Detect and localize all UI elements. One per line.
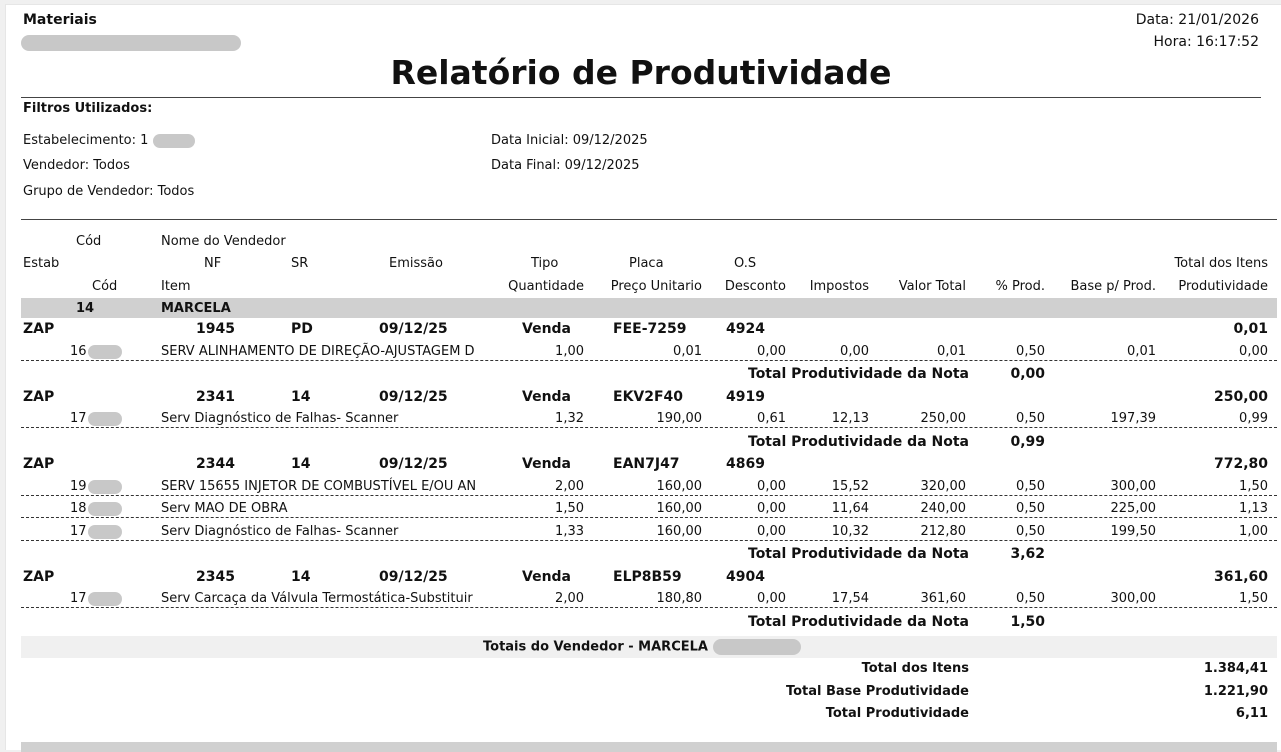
col-valor-total: Valor Total (898, 279, 966, 294)
item-impostos: 12,13 (829, 411, 869, 426)
col-base-prod: Base p/ Prod. (1070, 279, 1156, 294)
item-base-prod: 0,01 (1124, 344, 1156, 359)
item-base-prod: 300,00 (1108, 591, 1157, 606)
item-quantidade: 2,00 (552, 479, 584, 494)
item-valor-total: 250,00 (918, 411, 967, 426)
item-pct-prod: 0,50 (1013, 524, 1045, 539)
col-emissao: Emissão (389, 256, 443, 271)
note-nf: 2341 (196, 389, 235, 405)
note-estab: ZAP (23, 456, 55, 472)
total-itens-value: 1.384,41 (1203, 661, 1268, 676)
filter-data-final: Data Final: 09/12/2025 (491, 158, 640, 173)
item-pct-prod: 0,50 (1013, 479, 1045, 494)
filter-grupo: Grupo de Vendedor: Todos (23, 184, 195, 199)
item-description: Serv Diagnóstico de Falhas- Scanner (161, 524, 401, 539)
note-total-itens: 250,00 (1213, 389, 1268, 405)
item-code-text: 17 (70, 411, 87, 426)
col-impostos: Impostos (809, 279, 869, 294)
item-preco: 190,00 (654, 411, 703, 426)
note-tipo: Venda (522, 389, 571, 405)
col-estab: Estab (23, 256, 60, 271)
note-total-label: Total Produtividade da Nota (748, 434, 969, 450)
item-code (70, 524, 124, 539)
seller-name: MARCELA (161, 301, 231, 316)
col-os: O.S (734, 256, 757, 271)
company-name: Materiais (23, 12, 97, 28)
note-placa: ELP8B59 (613, 569, 682, 585)
seller-code: 14 (76, 301, 95, 316)
report-time: Hora: 16:17:52 (1153, 34, 1259, 50)
filter-estab: Estabelecimento: 1 (23, 133, 195, 148)
seller-totals-label: Totais do Vendedor - MARCELA (483, 639, 801, 655)
total-base-label: Total Base Produtividade (785, 684, 969, 699)
item-desconto: 0,00 (754, 479, 786, 494)
col-produtividade: Produtividade (1178, 279, 1268, 294)
redacted-item-code (88, 345, 122, 359)
note-total-label: Total Produtividade da Nota (748, 546, 969, 562)
col-item: Item (161, 279, 191, 294)
col-total-itens: Total dos Itens (1174, 256, 1268, 271)
item-code (70, 591, 124, 606)
item-preco: 160,00 (654, 524, 703, 539)
col-quantidade: Quantidade (508, 279, 584, 294)
note-tipo: Venda (522, 569, 571, 585)
redacted-seller-surname (713, 639, 801, 655)
item-produtividade: 0,00 (1236, 344, 1268, 359)
item-impostos: 15,52 (829, 479, 869, 494)
note-total-itens: 772,80 (1213, 456, 1268, 472)
note-os: 4919 (726, 389, 765, 405)
item-code-text: 17 (70, 591, 87, 606)
note-tipo: Venda (522, 456, 571, 472)
note-estab: ZAP (23, 321, 55, 337)
col-pct-prod: % Prod. (995, 279, 1045, 294)
item-quantidade: 1,33 (552, 524, 584, 539)
item-base-prod: 197,39 (1108, 411, 1157, 426)
note-nf: 1945 (196, 321, 235, 337)
note-nf: 2344 (196, 456, 235, 472)
dotted-leader (21, 427, 1277, 428)
redacted-address (21, 35, 241, 51)
redacted-item-code (88, 480, 122, 494)
item-desconto: 0,00 (754, 344, 786, 359)
item-impostos: 17,54 (829, 591, 869, 606)
col-sr: SR (291, 256, 309, 271)
redacted-item-code (88, 525, 122, 539)
filter-vendedor: Vendedor: Todos (23, 158, 130, 173)
note-os: 4869 (726, 456, 765, 472)
col-tipo: Tipo (531, 256, 559, 271)
item-produtividade: 1,13 (1236, 501, 1268, 516)
note-total-label: Total Produtividade da Nota (748, 614, 969, 630)
item-impostos: 10,32 (829, 524, 869, 539)
total-itens-label: Total dos Itens (861, 661, 969, 676)
col-cod-item: Cód (92, 279, 118, 294)
note-placa: EKV2F40 (613, 389, 684, 405)
dotted-leader (21, 517, 1277, 518)
col-nf: NF (204, 256, 222, 271)
dotted-leader (21, 540, 1277, 541)
item-code (70, 344, 124, 359)
item-description: Serv Diagnóstico de Falhas- Scanner (161, 411, 401, 426)
note-emissao: 09/12/25 (379, 456, 448, 472)
note-total-prod: 3,62 (1010, 546, 1045, 562)
note-sr: 14 (291, 569, 311, 585)
item-quantidade: 2,00 (552, 591, 584, 606)
item-preco: 180,80 (654, 591, 703, 606)
item-desconto: 0,61 (754, 411, 786, 426)
redacted-estab-name (153, 134, 195, 148)
redacted-item-code (88, 412, 122, 426)
item-description: Serv Carcaça da Válvula Termostática-Substituir (161, 591, 476, 606)
item-produtividade: 1,50 (1236, 479, 1268, 494)
item-produtividade: 1,50 (1236, 591, 1268, 606)
item-impostos: 0,00 (837, 344, 869, 359)
item-code-text: 18 (70, 501, 87, 516)
note-os: 4904 (726, 569, 765, 585)
note-total-prod: 1,50 (1010, 614, 1045, 630)
note-sr: 14 (291, 389, 311, 405)
note-estab: ZAP (23, 569, 55, 585)
item-description: Serv MAO DE OBRA (161, 501, 291, 516)
filters-rule (21, 219, 1277, 220)
note-total-itens: 0,01 (1233, 321, 1268, 337)
item-pct-prod: 0,50 (1013, 411, 1045, 426)
note-placa: EAN7J47 (613, 456, 680, 472)
col-cod-seller: Cód (76, 234, 102, 249)
item-quantidade: 1,50 (552, 501, 584, 516)
note-emissao: 09/12/25 (379, 321, 448, 337)
item-valor-total: 0,01 (934, 344, 966, 359)
note-placa: FEE-7259 (613, 321, 687, 337)
item-pct-prod: 0,50 (1013, 344, 1045, 359)
item-base-prod: 199,50 (1108, 524, 1157, 539)
item-produtividade: 0,99 (1236, 411, 1268, 426)
item-preco: 0,01 (670, 344, 702, 359)
item-desconto: 0,00 (754, 524, 786, 539)
dotted-leader (21, 607, 1277, 608)
item-base-prod: 225,00 (1108, 501, 1157, 516)
item-desconto: 0,00 (754, 501, 786, 516)
next-seller-band (21, 742, 1277, 752)
report-page (5, 4, 1281, 750)
item-produtividade: 1,00 (1236, 524, 1268, 539)
item-preco: 160,00 (654, 501, 703, 516)
item-code (70, 411, 124, 426)
redacted-item-code (88, 592, 122, 606)
item-valor-total: 240,00 (918, 501, 967, 516)
filter-data-inicial: Data Inicial: 09/12/2025 (491, 133, 648, 148)
total-prod-label: Total Produtividade (825, 706, 969, 721)
note-total-itens: 361,60 (1213, 569, 1268, 585)
item-code-text: 19 (70, 479, 87, 494)
note-emissao: 09/12/25 (379, 389, 448, 405)
report-title: Relatório de Produtividade (390, 53, 892, 92)
redacted-item-code (88, 502, 122, 516)
note-tipo: Venda (522, 321, 571, 337)
col-nome-vendedor: Nome do Vendedor (161, 234, 286, 249)
dotted-leader (21, 360, 1277, 361)
item-valor-total: 320,00 (918, 479, 967, 494)
total-prod-value: 6,11 (1235, 706, 1268, 721)
note-sr: 14 (291, 456, 311, 472)
report-date: Data: 21/01/2026 (1135, 12, 1259, 28)
item-pct-prod: 0,50 (1013, 501, 1045, 516)
total-base-value: 1.221,90 (1203, 684, 1268, 699)
item-base-prod: 300,00 (1108, 479, 1157, 494)
item-pct-prod: 0,50 (1013, 591, 1045, 606)
item-valor-total: 212,80 (918, 524, 967, 539)
col-desconto: Desconto (724, 279, 786, 294)
note-estab: ZAP (23, 389, 55, 405)
col-preco-unitario: Preço Unitario (610, 279, 702, 294)
item-description: SERV ALINHAMENTO DE DIREÇÃO-AJUSTAGEM D (161, 344, 478, 359)
item-description: SERV 15655 INJETOR DE COMBUSTÍVEL E/OU AN (161, 479, 479, 494)
col-placa: Placa (629, 256, 664, 271)
note-sr: PD (291, 321, 313, 337)
item-impostos: 11,64 (829, 501, 869, 516)
item-preco: 160,00 (654, 479, 703, 494)
item-quantidade: 1,32 (552, 411, 584, 426)
item-code-text: 16 (70, 344, 87, 359)
item-desconto: 0,00 (754, 591, 786, 606)
note-total-label: Total Produtividade da Nota (748, 366, 969, 382)
note-os: 4924 (726, 321, 765, 337)
item-code (70, 479, 124, 494)
note-nf: 2345 (196, 569, 235, 585)
filters-heading: Filtros Utilizados: (23, 101, 153, 116)
item-code-text: 17 (70, 524, 87, 539)
note-total-prod: 0,00 (1010, 366, 1045, 382)
note-total-prod: 0,99 (1010, 434, 1045, 450)
dotted-leader (21, 495, 1277, 496)
note-emissao: 09/12/25 (379, 569, 448, 585)
item-valor-total: 361,60 (918, 591, 967, 606)
item-quantidade: 1,00 (552, 344, 584, 359)
item-code (70, 501, 124, 516)
title-rule (21, 97, 1261, 98)
